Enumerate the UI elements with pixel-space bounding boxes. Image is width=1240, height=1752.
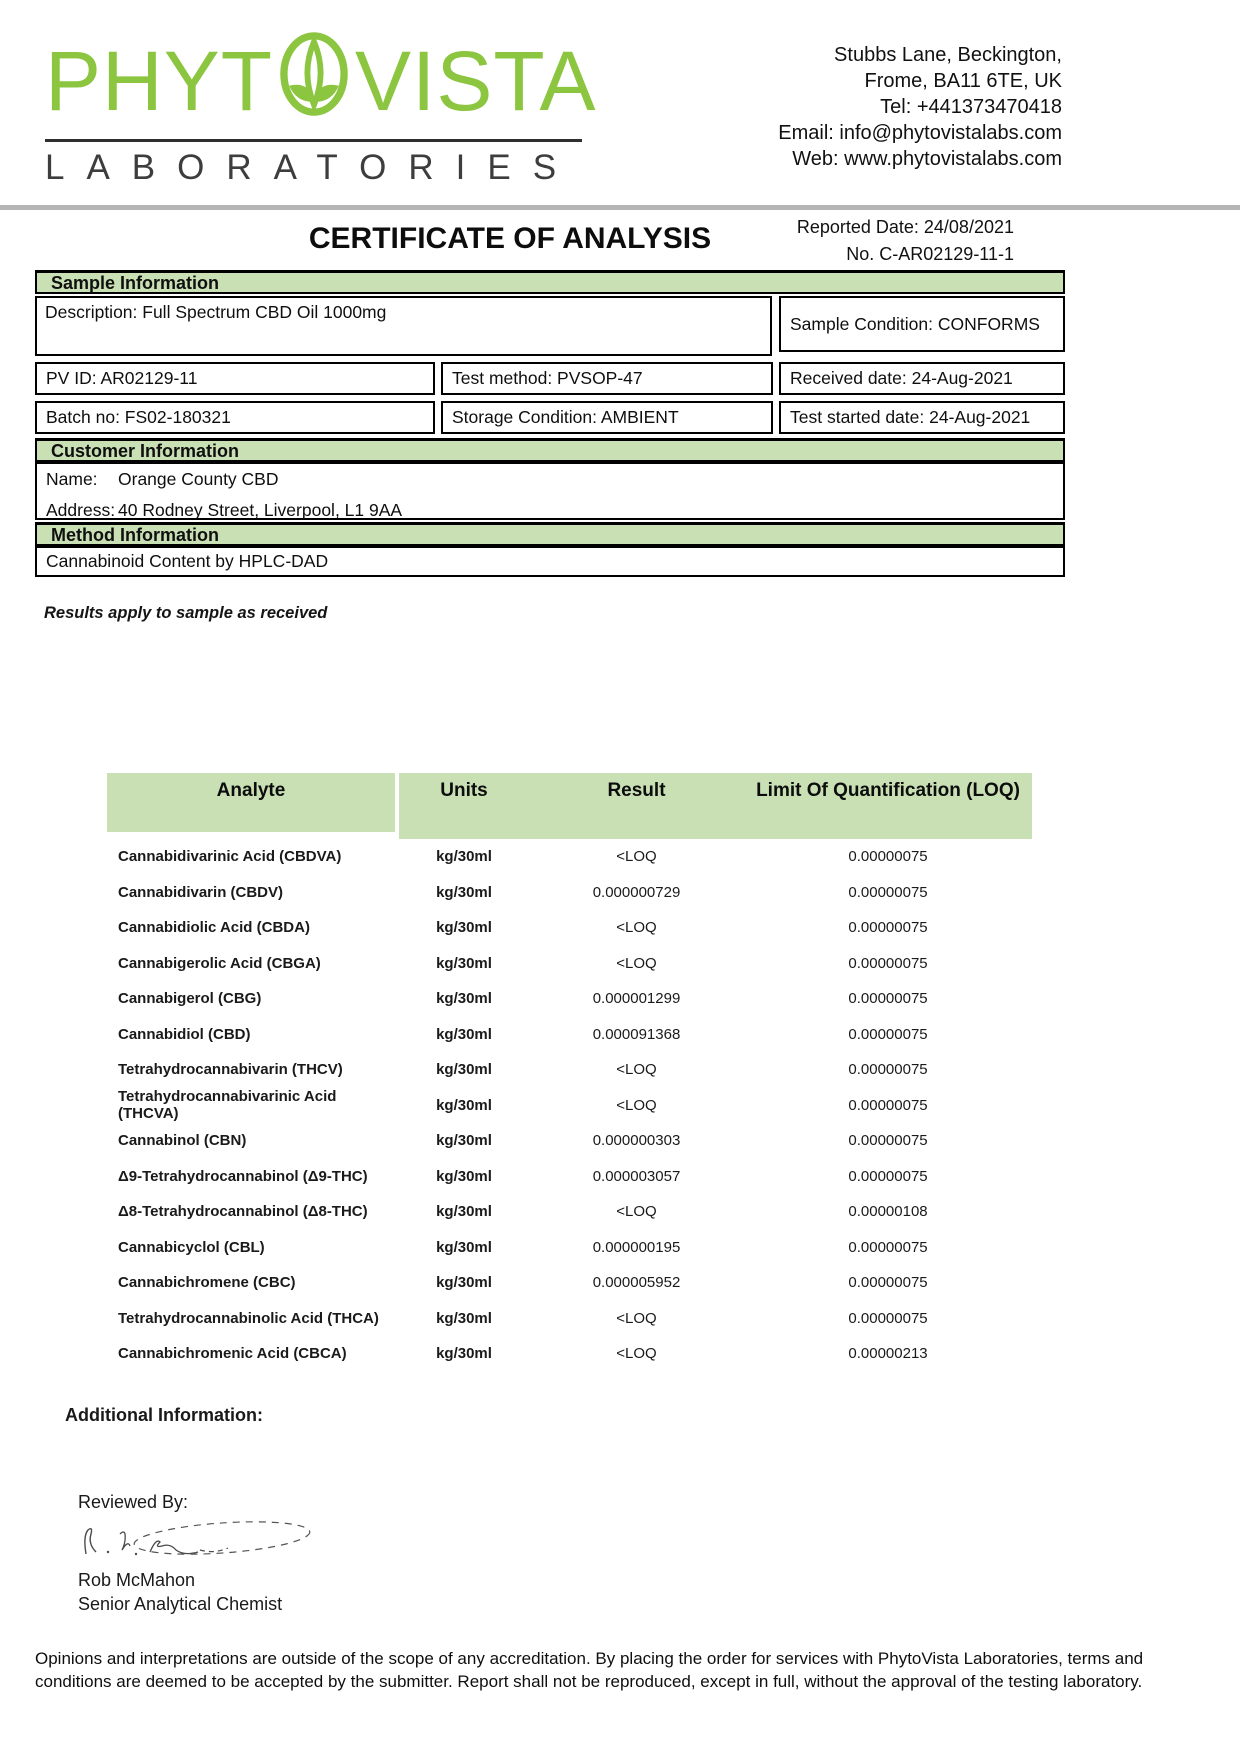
handwritten-signature-icon [72, 1514, 322, 1571]
leaf-icon [277, 30, 351, 131]
sample-condition: Sample Condition: CONFORMS [790, 313, 1040, 334]
table-row [107, 1336, 1032, 1372]
result-cell: 0.000000303 [592, 1132, 681, 1150]
analyte-cell: Cannabidivarinic Acid (CBDVA) [118, 848, 342, 866]
analyte-cell: Cannabichromenic Acid (CBCA) [118, 1345, 347, 1363]
units-cell: kg/30ml [436, 1061, 492, 1079]
contact-tel: Tel: +441373470418 [880, 96, 1062, 118]
table-row [107, 1088, 1032, 1124]
reviewer-name: Rob McMahon [78, 1570, 196, 1590]
loq-cell: 0.00000075 [848, 1309, 928, 1327]
sample-condition-box [779, 296, 1065, 352]
column-headers-right [399, 773, 1032, 839]
units-cell: kg/30ml [436, 919, 492, 937]
method-name: Cannabinoid Content by HPLC-DAD [46, 551, 329, 571]
customer-box [35, 462, 1065, 520]
table-row [107, 910, 1032, 946]
sample-description: Description: Full Spectrum CBD Oil 1000mg [45, 302, 387, 322]
customer-name-label: Name: [46, 469, 98, 489]
table-row [107, 875, 1032, 911]
table-row [107, 1017, 1032, 1053]
analyte-cell: Cannabicyclol (CBL) [118, 1238, 265, 1256]
pv-id: PV ID: AR02129-11 [46, 368, 198, 388]
units-cell: kg/30ml [436, 1167, 492, 1185]
result-cell: 0.000000195 [592, 1238, 681, 1256]
column-header-units: Units [440, 780, 488, 801]
loq-cell: 0.00000213 [848, 1345, 928, 1363]
analyte-cell: Cannabigerolic Acid (CBGA) [118, 954, 321, 972]
result-cell: <LOQ [616, 1096, 657, 1114]
loq-cell: 0.00000075 [848, 883, 928, 901]
loq-cell: 0.00000108 [848, 1203, 928, 1221]
loq-cell: 0.00000075 [848, 1096, 928, 1114]
result-cell: 0.000001299 [592, 990, 681, 1008]
analyte-cell: Cannabidiolic Acid (CBDA) [118, 919, 310, 937]
contact-web: Web: www.phytovistalabs.com [792, 148, 1062, 170]
result-cell: 0.000000729 [592, 883, 681, 901]
units-cell: kg/30ml [436, 1096, 492, 1114]
result-cell: <LOQ [616, 954, 657, 972]
footer-disclaimer: Opinions and interpretations are outside of the scope of any accreditation. By placing the order for services with PhytoVista Laboratories, terms and conditions are deemed to be accepted by the submitter. Report shall not be reproduced, except in full, without the approval of the testing laboratory. [35, 1649, 1144, 1691]
table-row [107, 1265, 1032, 1301]
sample-description-box [35, 296, 772, 356]
result-cell: <LOQ [616, 1345, 657, 1363]
column-header-loq: Limit Of Quantification (LOQ) [756, 780, 1020, 801]
loq-cell: 0.00000075 [848, 1061, 928, 1079]
result-cell: <LOQ [616, 1061, 657, 1079]
table-row [107, 1194, 1032, 1230]
loq-cell: 0.00000075 [848, 919, 928, 937]
batch-no: Batch no: FS02-180321 [46, 407, 231, 427]
results-table-header [107, 773, 1032, 839]
units-cell: kg/30ml [436, 848, 492, 866]
additional-information-label: Additional Information: [65, 1405, 263, 1425]
results-note: Results apply to sample as received [44, 604, 328, 622]
report-number: No. C-AR02129-11-1 [846, 244, 1014, 264]
units-cell: kg/30ml [436, 1025, 492, 1043]
batch-no-box [35, 401, 435, 434]
contact-email: Email: info@phytovistalabs.com [778, 122, 1062, 144]
units-cell: kg/30ml [436, 1203, 492, 1221]
logo-text-vista: VISTA [355, 33, 597, 128]
table-row [107, 1159, 1032, 1195]
storage-condition-box [441, 401, 773, 434]
table-row [107, 946, 1032, 982]
analyte-cell: Tetrahydrocannabivarin (THCV) [118, 1061, 343, 1079]
received-date: Received date: 24-Aug-2021 [790, 368, 1013, 388]
column-header-result: Result [607, 780, 666, 801]
units-cell: kg/30ml [436, 1274, 492, 1292]
logo-divider [45, 139, 582, 142]
section-header-customer-information: Customer Information [35, 438, 1065, 462]
result-cell: 0.000091368 [592, 1025, 681, 1043]
contact-address-line2: Frome, BA11 6TE, UK [864, 70, 1062, 92]
result-cell: <LOQ [616, 919, 657, 937]
loq-cell: 0.00000075 [848, 1132, 928, 1150]
section-header-sample-information: Sample Information [35, 270, 1065, 294]
result-cell: <LOQ [616, 1203, 657, 1221]
reported-date: Reported Date: 24/08/2021 [796, 217, 1014, 237]
report-meta [797, 214, 1014, 268]
table-row [107, 1052, 1032, 1088]
table-row [107, 1301, 1032, 1337]
analyte-cell: Cannabidivarin (CBDV) [118, 883, 284, 901]
loq-cell: 0.00000075 [848, 1167, 928, 1185]
units-cell: kg/30ml [436, 883, 492, 901]
loq-cell: 0.00000075 [848, 990, 928, 1008]
analyte-cell: Tetrahydrocannabivarinic Acid (THCVA) [118, 1088, 337, 1123]
contact-address-line1: Stubbs Lane, Beckington, [834, 44, 1062, 66]
customer-address-label: Address: [46, 500, 116, 520]
analyte-cell: Cannabichromene (CBC) [118, 1274, 296, 1292]
method-box [35, 546, 1065, 577]
test-method-box [441, 362, 773, 395]
analyte-cell: Tetrahydrocannabinolic Acid (THCA) [118, 1309, 379, 1327]
units-cell: kg/30ml [436, 1345, 492, 1363]
customer-address: 40 Rodney Street, Liverpool, L1 9AA [118, 500, 403, 520]
analyte-cell: Cannabigerol (CBG) [118, 990, 262, 1008]
page-title: CERTIFICATE OF ANALYSIS [308, 222, 712, 255]
test-started-date-box [779, 401, 1065, 434]
customer-name: Orange County CBD [118, 469, 279, 489]
received-date-box [779, 362, 1065, 395]
test-started-date: Test started date: 24-Aug-2021 [790, 407, 1031, 427]
customer-name-line [46, 469, 1054, 490]
analyte-cell: Cannabidiol (CBD) [118, 1025, 251, 1043]
storage-condition: Storage Condition: AMBIENT [452, 407, 679, 427]
logo-subtitle: LABORATORIES [45, 148, 579, 187]
lab-contact-info [778, 42, 1062, 172]
analyte-cell: Cannabinol (CBN) [118, 1132, 247, 1150]
loq-cell: 0.00000075 [848, 1274, 928, 1292]
units-cell: kg/30ml [436, 954, 492, 972]
units-cell: kg/30ml [436, 990, 492, 1008]
company-logo [45, 30, 597, 188]
results-table [107, 773, 1032, 1372]
table-row [107, 1123, 1032, 1159]
units-cell: kg/30ml [436, 1132, 492, 1150]
result-cell: 0.000005952 [592, 1274, 681, 1292]
test-method: Test method: PVSOP-47 [452, 368, 643, 388]
loq-cell: 0.00000075 [848, 848, 928, 866]
loq-cell: 0.00000075 [848, 954, 928, 972]
logo-wordmark [45, 30, 597, 131]
table-row [107, 1230, 1032, 1266]
result-cell: 0.000003057 [592, 1167, 681, 1185]
loq-cell: 0.00000075 [848, 1238, 928, 1256]
units-cell: kg/30ml [436, 1238, 492, 1256]
pv-id-box [35, 362, 435, 395]
units-cell: kg/30ml [436, 1309, 492, 1327]
customer-address-line [46, 500, 1054, 521]
result-cell: <LOQ [616, 848, 657, 866]
analyte-cell: Δ8-Tetrahydrocannabinol (Δ8-THC) [118, 1203, 368, 1221]
table-row [107, 981, 1032, 1017]
logo-text-phyt: PHYT [45, 33, 274, 128]
result-cell: <LOQ [616, 1309, 657, 1327]
reviewed-by-label: Reviewed By: [78, 1492, 189, 1512]
reviewer-title: Senior Analytical Chemist [78, 1594, 283, 1614]
section-header-method-information: Method Information [35, 522, 1065, 546]
header-divider [0, 205, 1240, 210]
table-row [107, 839, 1032, 875]
analyte-cell: Δ9-Tetrahydrocannabinol (Δ9-THC) [118, 1167, 368, 1185]
loq-cell: 0.00000075 [848, 1025, 928, 1043]
results-table-body [107, 839, 1032, 1372]
column-header-analyte: Analyte [107, 773, 395, 832]
